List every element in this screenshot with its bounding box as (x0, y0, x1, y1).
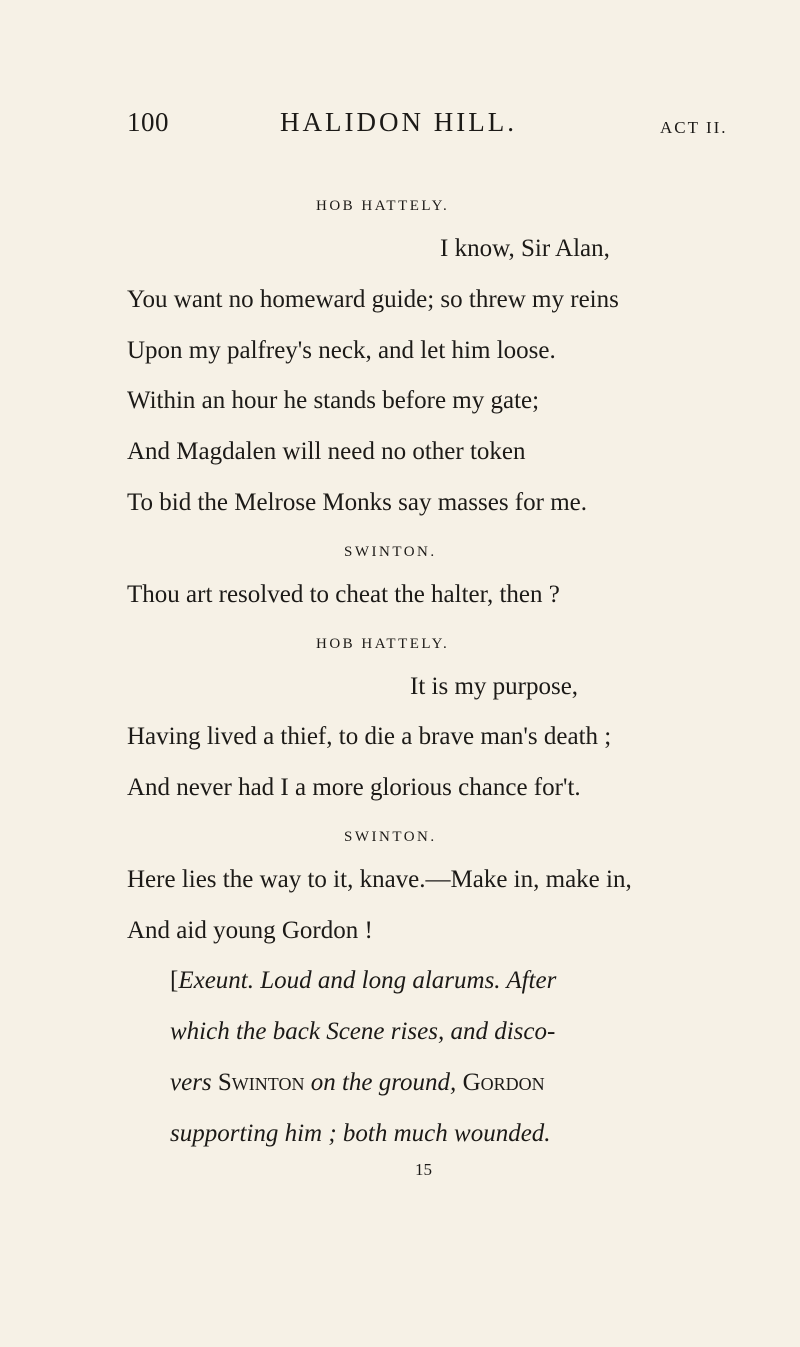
stage-direction-text: on the ground, (304, 1069, 463, 1096)
speaker-hob-hattely: HOB HATTELY. (316, 636, 450, 652)
page-number: 100 (127, 107, 169, 137)
verse-line: It is my purpose, (410, 673, 579, 700)
speaker-swinton: SWINTON. (344, 829, 437, 845)
stage-direction-text: vers (170, 1069, 218, 1096)
verse-line: Having lived a thief, to die a brave man's death ; (127, 723, 612, 750)
verse-line: Thou art resolved to cheat the halter, then ? (127, 581, 560, 608)
character-name: Gordon (462, 1069, 545, 1096)
stage-direction-line: which the back Scene rises, and disco- (170, 1018, 556, 1045)
running-title: HALIDON HILL. (280, 107, 517, 137)
stage-direction-text: Exeunt. Loud and long alarums. After (178, 967, 557, 994)
verse-line: To bid the Melrose Monks say masses for me. (127, 489, 587, 516)
bracket: [ (170, 967, 179, 994)
verse-line: Here lies the way to it, knave.—Make in, make in, (127, 866, 632, 893)
stage-direction-line (170, 1068, 545, 1098)
verse-line: You want no homeward guide; so threw my reins (127, 286, 619, 313)
signature-mark: 15 (415, 1160, 432, 1179)
verse-line: And Magdalen will need no other token (127, 438, 526, 465)
verse-line: Upon my palfrey's neck, and let him loose. (127, 337, 556, 364)
verse-line: Within an hour he stands before my gate; (127, 387, 540, 414)
speaker-swinton: SWINTON. (344, 544, 437, 560)
act-label: ACT II. (660, 118, 728, 137)
stage-direction-line (170, 966, 556, 996)
character-name: Swinton (217, 1069, 305, 1096)
verse-line: And never had I a more glorious chance for't. (127, 774, 581, 801)
verse-line: And aid young Gordon ! (127, 917, 373, 944)
speaker-hob-hattely: HOB HATTELY. (316, 198, 450, 214)
verse-line: I know, Sir Alan, (440, 235, 610, 262)
stage-direction-line: supporting him ; both much wounded. (170, 1120, 551, 1147)
